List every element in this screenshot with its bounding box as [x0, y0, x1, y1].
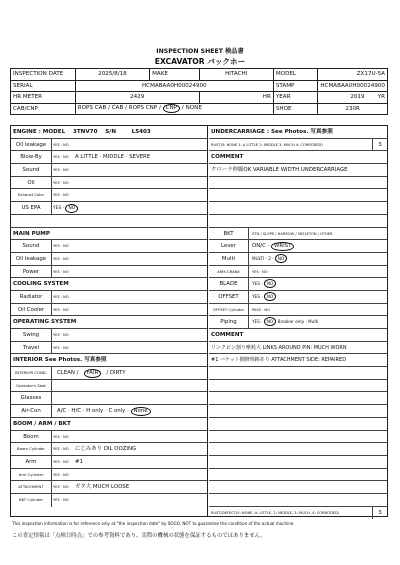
boom-header: BOOM / ARM / BKT	[13, 420, 71, 427]
oil-leakage-yn: YES · NO	[53, 142, 69, 147]
oil-leakage-label: Oil leakage	[11, 139, 52, 151]
us-epa-row	[11, 202, 207, 215]
lever-label: Lever	[209, 240, 249, 252]
oil-cooler-yn: YES · NO	[53, 307, 69, 312]
interior-cond-label: INTERIOR COND.	[11, 367, 52, 379]
main-pump-header-row	[11, 228, 207, 241]
interior-cond-value	[57, 367, 126, 380]
comment2-blank-8	[209, 456, 387, 469]
operating-header: OPERATING SYSTEM	[13, 319, 77, 326]
blowby-row	[11, 151, 207, 164]
multi-row	[209, 253, 387, 266]
comment2-blank-3	[209, 392, 387, 405]
comment1-blank-1	[209, 177, 387, 190]
bottom-rust-row	[209, 507, 387, 520]
arm-cyl-row	[11, 469, 207, 482]
bkt-row	[209, 228, 387, 241]
boom-cyl-yn: YES · NO	[53, 447, 69, 452]
comment1-blank-4	[209, 215, 387, 228]
cooling-header: COOLING SYSTEM	[13, 281, 69, 288]
comment1-blank-2	[209, 189, 387, 202]
engine-header-row	[11, 126, 207, 139]
cab-cell	[75, 103, 273, 115]
oil-yn: YES · NO	[53, 180, 69, 185]
rust-scale: RUST(0: NONE 1: A LITTLE 2: MIDDLE 3: MUCH 4: CORRODED)	[211, 142, 323, 147]
exhaust-label: Exhaust Color	[11, 189, 52, 201]
swing-label: Swing	[11, 329, 52, 341]
arm-crane-label: ARM-CRANE	[209, 266, 249, 278]
pump-sound-label: Sound	[11, 240, 52, 252]
comment2-blank-1	[209, 367, 387, 380]
power-label: Power	[11, 266, 52, 278]
offset-row	[209, 291, 387, 304]
multi-options: MULTI · 2 ·	[252, 255, 274, 261]
undercarriage-header: UNDERCARRIAGE : See Photos. 写真参照	[211, 129, 333, 135]
comment2-blank-10	[209, 481, 387, 494]
serial-value: HCMABAA0H00024900	[75, 80, 273, 92]
arm-yn: YES · NO	[53, 459, 69, 464]
oil-leakage-row	[11, 139, 207, 152]
bottom-rust-scale: RUST/DEFECT(0: NONE, A: LITTLE, 2: MIDDLE, 3: MUCH, 4: CORRODED)	[211, 510, 340, 515]
glasses-row	[11, 392, 207, 405]
bkt-cyl-yn: YES · NO	[53, 497, 69, 502]
main-pump-header: MAIN PUMP	[13, 230, 50, 237]
us-epa-label: US EPA	[11, 202, 52, 214]
offset-cyl-label: OFFSET Cylinder	[209, 304, 249, 316]
blank-row	[11, 215, 207, 228]
operating-header-row	[11, 316, 207, 329]
blade-value	[252, 278, 276, 291]
year-cell	[318, 92, 388, 104]
multi-selected: NO	[275, 254, 287, 263]
offset-cyl-row	[209, 304, 387, 317]
lever-selected: WRIST	[271, 242, 294, 251]
interior-selected: FAIR	[84, 369, 102, 378]
hr-meter-label: HR METER	[11, 92, 76, 104]
aircon-options: A/C · H/C · H only · C only ·	[57, 408, 129, 415]
radiator-label: Radiator	[11, 291, 52, 303]
lever-value	[252, 240, 294, 253]
attachment-label: ATTACHMENT	[11, 481, 52, 493]
pump-oil-row	[11, 253, 207, 266]
cab-selected: CNP	[163, 104, 180, 113]
oil-cooler-row	[11, 304, 207, 317]
footer-disclaimer-ja: この査定情報は「点検日時点」での参考資料であり、実際の機械の状態を保証するものではありません。	[12, 533, 266, 539]
sn-label: S/N	[105, 129, 117, 135]
exhaust-row	[11, 189, 207, 202]
bkt-cyl-row	[11, 494, 207, 507]
us-epa-choice: YES · NO	[53, 203, 78, 214]
bkt-options: STD / SLOPE / HARROW / SKELETON / OTHER	[252, 231, 333, 236]
swing-yn: YES · NO	[53, 333, 69, 337]
footer-disclaimer-en: This inspection information is for reference only at "the inspection date" by SOGO. NOT to guarantee the condition of the actual machine.	[12, 521, 295, 526]
aircon-value	[57, 405, 151, 418]
bkt-cyl-label: BKT Cylinder	[11, 494, 52, 507]
arm-note: #1	[75, 458, 83, 465]
bottom-rust-score: 3	[372, 507, 387, 520]
sn-value: L5403	[131, 129, 151, 135]
lever-row	[209, 240, 387, 253]
comment1-blank-3	[209, 202, 387, 215]
comment1-row	[209, 164, 387, 177]
blowby-yn: YES · NO	[53, 155, 69, 160]
cab-label: CAB/CNP	[11, 103, 76, 115]
exhaust-yn: YES · NO	[53, 193, 69, 198]
offset-label: OFFSET	[209, 291, 249, 303]
blade-row	[209, 278, 387, 291]
boom-label: Boom	[11, 431, 52, 443]
arm-row	[11, 456, 207, 469]
multi-value	[252, 253, 287, 266]
arm-label: Arm	[11, 456, 52, 468]
arm-crane-value: YES · NO	[252, 269, 268, 274]
power-yn: YES · NO	[53, 269, 69, 274]
boom-header-row	[11, 418, 207, 431]
left-column	[11, 126, 208, 516]
attachment-note: ガタ大 MUCH LOOSE	[75, 484, 130, 491]
shoe-label: SHOE	[273, 103, 318, 115]
hr-unit: HR	[199, 92, 273, 104]
hr-meter-value: 2429	[75, 92, 199, 104]
pump-oil-label: Oil leakage	[11, 253, 52, 265]
comment1-text: クローラ伸縮OK VARIABLE WIDTH UNDERCARRIAGE	[211, 167, 348, 174]
boom-cyl-label: Boom Cylinder	[11, 443, 52, 455]
stamp-value: HCMABAA0H00024900	[318, 80, 388, 92]
operators-seat-row	[11, 380, 207, 393]
aircon-row	[11, 405, 207, 418]
comment2-line1: リンクピン割り摩耗大 LINKS AROUND PIN: MUCH WORN	[211, 344, 347, 351]
oil-label: Oil	[11, 177, 52, 189]
swing-row	[11, 329, 207, 342]
comment2-blank-7	[209, 443, 387, 456]
model-label: MODEL	[273, 69, 318, 81]
serial-label: SERIAL	[11, 80, 76, 92]
piping-value	[252, 316, 318, 329]
comment2-blank-5	[209, 418, 387, 431]
offset-options: YES ·	[252, 293, 263, 299]
arm-cyl-yn: YES · NO	[53, 472, 69, 477]
us-epa-no: NO	[65, 204, 78, 213]
travel-yn: YES · NO	[53, 345, 69, 350]
lever-options: ON/C ·	[252, 243, 270, 250]
interior-cond-row	[11, 367, 207, 380]
blowby-label: Blow-By	[11, 151, 52, 163]
sheet-title-small: INSPECTION SHEET 検品書	[156, 48, 244, 55]
power-row	[11, 266, 207, 279]
comment2-blank-4	[209, 405, 387, 418]
sound-row	[11, 164, 207, 177]
comment2-blank-9	[209, 469, 387, 482]
boom-cyl-row	[11, 443, 207, 456]
operators-seat-label: Operator's Seat	[11, 380, 52, 392]
piping-label: Piping	[209, 316, 249, 328]
cab-none: / NONE	[181, 105, 202, 112]
comment2-blank-6	[209, 431, 387, 444]
interior-dirty: / DIRTY	[106, 370, 126, 377]
boom-row	[11, 431, 207, 444]
engine-model: 3TNV70	[72, 129, 98, 135]
glasses-label: Glasses	[11, 392, 52, 404]
interior-header: INTERIOR See Photos. 写真参照	[13, 357, 107, 364]
comment1-header: COMMENT	[211, 154, 244, 161]
sound-label: Sound	[11, 164, 52, 176]
comment2-line1-row	[209, 342, 387, 355]
model-value: ZX17U-5A	[318, 69, 388, 81]
us-epa-yes: YES	[53, 206, 62, 212]
undercarriage-header-row	[209, 126, 387, 139]
comment2-blank-2	[209, 380, 387, 393]
comment2-header: COMMENT	[211, 332, 244, 338]
travel-row	[11, 342, 207, 355]
year-label: YEAR	[273, 92, 318, 104]
blade-options: YES ·	[252, 281, 263, 287]
make-value: HITACHI	[199, 69, 273, 81]
inspection-grid	[10, 125, 388, 517]
multi-label: Multi	[209, 253, 249, 265]
right-column	[209, 126, 387, 516]
radiator-row	[11, 291, 207, 304]
attachment-yn: YES · NO	[53, 485, 69, 490]
bkt-label: BKT	[209, 228, 249, 240]
comment2-header-row	[209, 329, 387, 342]
blade-selected: NO	[264, 279, 276, 288]
oil-row	[11, 177, 207, 190]
radiator-yn: YES · NO	[53, 294, 69, 299]
offset-cyl-value: PASS · NO	[252, 307, 270, 312]
piping-rest: Breaker only · Multi	[277, 319, 319, 325]
piping-row	[209, 316, 387, 329]
aircon-label: Air-Con	[11, 405, 52, 417]
machine-info-table	[10, 68, 388, 115]
boom-cyl-note: にじみあり OIL OOZING	[75, 446, 137, 453]
arm-crane-row	[209, 266, 387, 279]
piping-options: YES ·	[252, 319, 263, 325]
year-value: 2019	[350, 94, 365, 101]
pump-oil-yn: YES · NO	[53, 256, 69, 261]
rust-row	[209, 139, 387, 152]
engine-header: ENGINE : MODEL	[13, 129, 66, 135]
sound-yn: YES · NO	[53, 168, 69, 173]
offset-value	[252, 291, 276, 304]
offset-selected: NO	[264, 292, 276, 301]
cooling-header-row	[11, 278, 207, 291]
year-unit: YR	[377, 94, 385, 101]
interior-options: CLEAN /	[57, 370, 79, 377]
comment2-blank-11	[209, 494, 387, 507]
attachment-row	[11, 481, 207, 494]
pump-sound-yn: YES · NO	[53, 244, 69, 249]
oil-cooler-label: Oil Cooler	[11, 304, 52, 316]
interior-header-row	[11, 354, 207, 367]
comment2-line2-row	[209, 354, 387, 367]
make-label: MAKE	[150, 69, 200, 81]
cab-options: ROPS CAB / CAB / ROPS CNP /	[77, 105, 161, 112]
piping-selected: NO	[264, 317, 276, 326]
blowby-options: A LITTLE · MIDDLE · SEVERE	[75, 154, 151, 161]
inspection-date-value: 2025/8/18	[75, 69, 149, 81]
comment2-line2: #1 バケット側修理跡あり ATTACHMENT SIDE: REPAIRED	[211, 357, 347, 364]
arm-cyl-label: Arm Cylinder	[11, 469, 52, 481]
comment1-header-row	[209, 151, 387, 164]
travel-label: Travel	[11, 342, 52, 354]
stamp-label: STAMP	[273, 80, 318, 92]
pump-sound-row	[11, 240, 207, 253]
inspection-date-label: INSPECTION DATE	[11, 69, 76, 81]
shoe-value: 230R	[318, 103, 388, 115]
aircon-selected: None	[131, 407, 151, 416]
rust-score: 3	[372, 139, 387, 151]
boom-yn: YES · NO	[53, 434, 69, 439]
sheet-title: EXCAVATOR バックホー	[154, 57, 246, 66]
blade-label: BLADE	[209, 278, 249, 290]
